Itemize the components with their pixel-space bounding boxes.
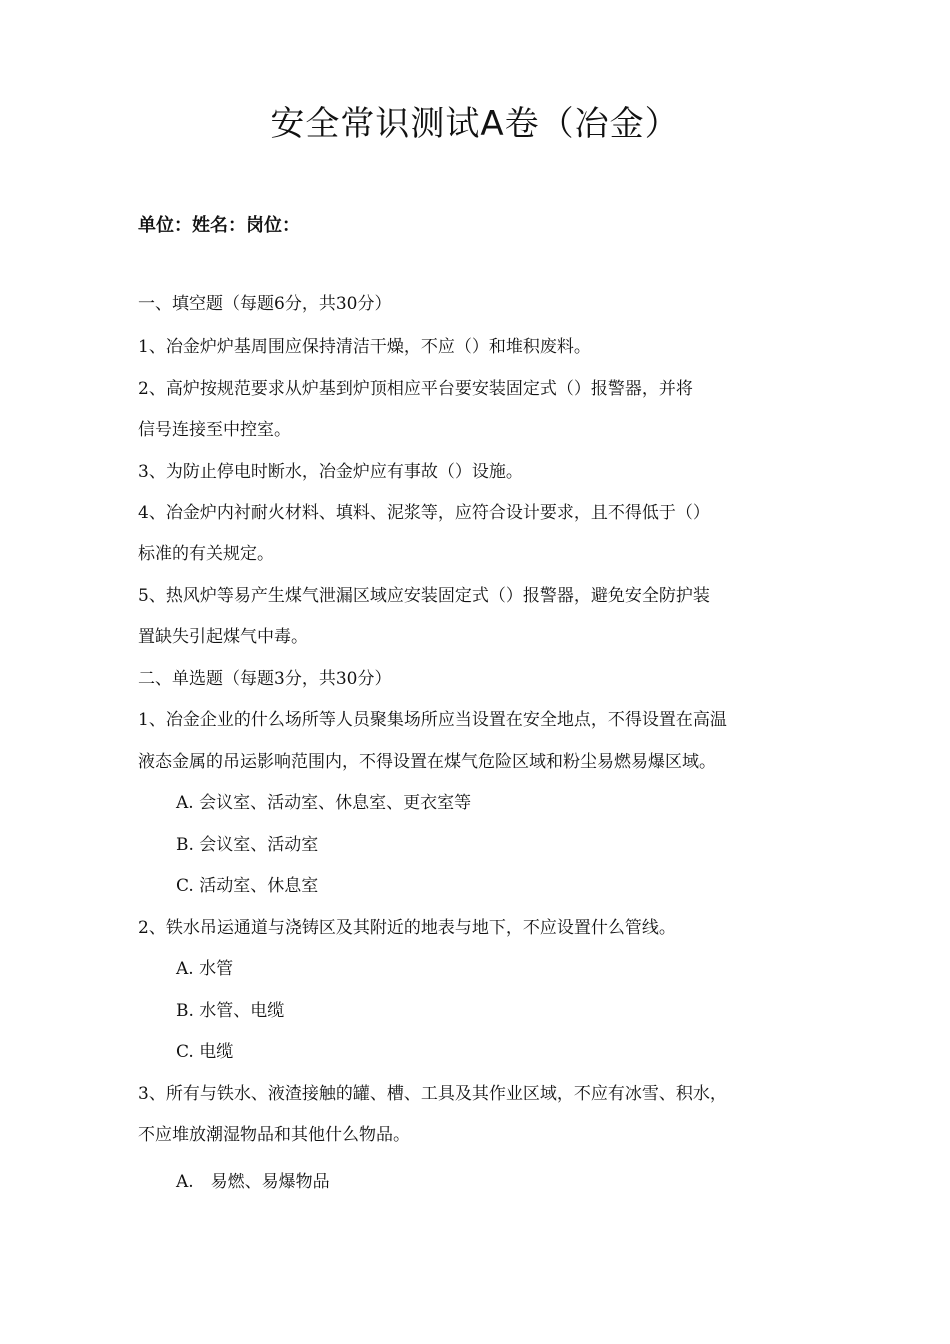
question-line: 不应堆放潮湿物品和其他什么物品。 (138, 1125, 410, 1145)
answer-option: C. 活动室、休息室 (176, 876, 319, 896)
question-line: 3、所有与铁水、液渣接触的罐、槽、工具及其作业区域，不应有冰雪、积水， (138, 1084, 727, 1104)
answer-option: A. 易燃、易爆物品 (176, 1172, 330, 1192)
question-line: 2、高炉按规范要求从炉基到炉顶相应平台要安装固定式（）报警器，并将 (138, 379, 693, 399)
question-line: 3、为防止停电时断水，冶金炉应有事故（）设施。 (138, 462, 523, 482)
answer-option: A. 水管 (176, 959, 234, 979)
section1-heading: 一、填空题（每题6分，共30分） (138, 294, 392, 314)
section2-heading: 二、单选题（每题3分，共30分） (138, 669, 392, 689)
info-line: 单位：姓名：岗位： (138, 215, 300, 236)
question-line: 5、热风炉等易产生煤气泄漏区域应安装固定式（）报警器，避免安全防护装 (138, 586, 710, 606)
answer-option: B. 水管、电缆 (176, 1001, 285, 1021)
question-line: 标准的有关规定。 (138, 544, 274, 564)
answer-option: B. 会议室、活动室 (176, 835, 319, 855)
answer-option: C. 电缆 (176, 1042, 234, 1062)
answer-option: A. 会议室、活动室、休息室、更衣室等 (176, 793, 472, 813)
question-line: 2、铁水吊运通道与浇铸区及其附近的地表与地下，不应设置什么管线。 (138, 918, 676, 938)
question-line: 置缺失引起煤气中毒。 (138, 627, 308, 647)
question-line: 信号连接至中控室。 (138, 420, 291, 440)
question-line: 1、冶金炉炉基周围应保持清洁干燥，不应（）和堆积废料。 (138, 337, 591, 357)
page-title: 安全常识测试A卷（冶金） (270, 104, 680, 144)
question-line: 4、冶金炉内衬耐火材料、填料、泥浆等，应符合设计要求，且不得低于（） (138, 503, 710, 523)
question-line: 1、冶金企业的什么场所等人员聚集场所应当设置在安全地点，不得设置在高温 (138, 710, 727, 730)
question-line: 液态金属的吊运影响范围内，不得设置在煤气危险区域和粉尘易燃易爆区域。 (138, 752, 716, 772)
